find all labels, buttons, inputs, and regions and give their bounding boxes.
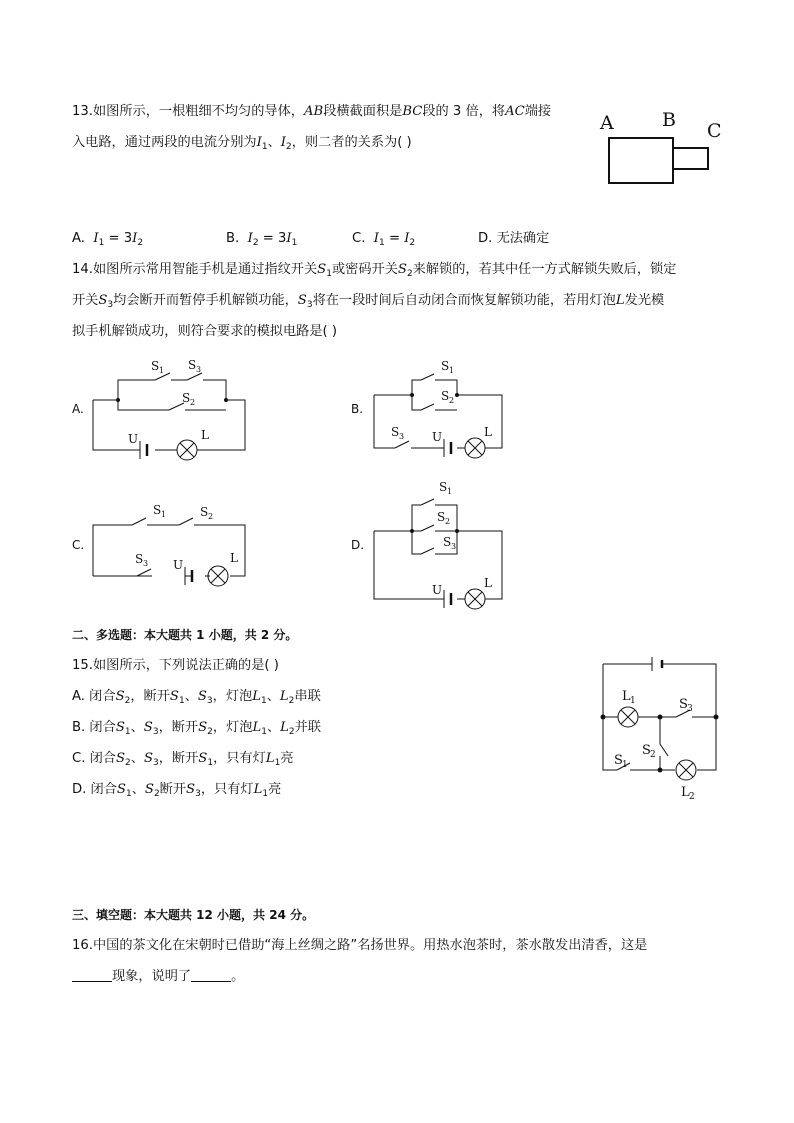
q14-circuit-c[interactable] [85,498,255,588]
svg-text:2: 2 [449,396,455,405]
q14-option-c-label[interactable]: C. [72,538,85,552]
svg-text:S: S [437,510,446,524]
svg-text:2: 2 [208,512,214,521]
svg-text:S: S [642,743,651,758]
q15-circuit-figure [590,652,730,802]
label-a: A [600,112,614,134]
svg-text:S: S [441,359,450,373]
section-multiple-choice-title: 二、多选题：本大题共 1 小题，共 2 分。 [72,628,298,642]
svg-text:2: 2 [190,398,196,407]
q13-option-c[interactable]: C. $I_1 = I_2$ [352,231,416,248]
q15-option-d[interactable]: D. 闭合$S_1$、$S_2$断开$S_3$，只有灯$L_1$亮 [72,782,282,799]
svg-text:1: 1 [159,366,165,375]
svg-text:S: S [135,552,144,566]
q14-circuit-b[interactable] [362,350,512,465]
q14-option-d-label[interactable]: D. [351,538,365,552]
q13-option-b[interactable]: B. $I_2 = 3I_1$ [226,231,298,248]
q15-option-a[interactable]: A. 闭合$S_2$，断开$S_1$、$S_3$，灯泡$L_1$、$L_2$串联 [72,689,321,706]
label-c: C [707,120,722,142]
q16-stem-line2: 现象，说明了 。 [72,968,244,986]
q16-stem-line1: 16.中国的茶文化在宋朝时已借助“海上丝绸之路”名扬世界。用热水泡茶时，茶水散发出清香，这是 [72,938,648,953]
svg-text:3: 3 [687,704,693,714]
label-b: B [662,109,676,131]
svg-text:S: S [441,389,450,403]
section-fill-in-title: 三、填空题：本大题共 12 小题，共 24 分。 [72,908,315,922]
segment-bc [673,148,708,169]
q14-option-b-label[interactable]: B. [351,402,364,416]
svg-text:3: 3 [399,432,405,441]
q13-stem-line1: 13.如图所示，一根粗细不均匀的导体，AB段横截面积是BC段的 3 倍，将AC端接 [72,104,552,119]
q13-option-d[interactable]: D. 无法确定 [478,231,550,246]
q14-option-a-label[interactable]: A. [72,402,84,416]
svg-text:U: U [128,432,139,446]
svg-text:S: S [439,480,448,494]
q13-conductor-figure [596,104,726,190]
svg-text:U: U [432,430,443,444]
q16-blank-1[interactable] [72,969,112,982]
q15-option-b[interactable]: B. 闭合$S_1$、$S_3$，断开$S_2$，灯泡$L_1$、$L_2$并联 [72,720,322,737]
svg-text:1: 1 [622,760,628,770]
q14-stem-line3: 拟手机解锁成功，则符合要求的模拟电路是( ) [72,324,338,339]
q14-stem-line2: 开关$S_3$均会断开而暂停手机解锁功能，$S_3$将在一段时间后自动闭合而恢复解锁功能，若用灯泡L发光模 [72,293,665,310]
svg-text:S: S [391,425,400,439]
q13-option-a[interactable]: A. $I_1 = 3I_2$ [72,231,144,248]
svg-text:L: L [484,425,492,439]
svg-text:U: U [173,558,184,572]
q14-stem-line1: 14.如图所示常用智能手机是通过指纹开关$S_1$或密码开关$S_2$来解锁的，若其中任一方式解锁失败后，锁定 [72,262,677,279]
q14-circuit-d[interactable] [362,475,512,610]
svg-text:1: 1 [161,510,167,519]
svg-text:1: 1 [449,366,455,375]
q15-stem: 15.如图所示，下列说法正确的是( ) [72,658,279,673]
svg-text:S: S [151,359,160,373]
q13-stem-line2: 入电路，通过两段的电流分别为$I_1$、$I_2$，则二者的关系为( ) [72,135,412,152]
svg-text:L: L [201,428,209,442]
svg-text:S: S [188,358,197,372]
svg-text:S: S [679,697,688,712]
svg-text:2: 2 [445,517,451,526]
q16-blank-2[interactable] [191,969,231,982]
q14-circuit-a[interactable] [85,350,255,465]
svg-text:S: S [200,505,209,519]
svg-text:3: 3 [143,559,149,568]
svg-text:L: L [484,576,492,590]
svg-text:S: S [614,753,623,768]
svg-text:2: 2 [650,750,656,760]
svg-text:L: L [622,689,631,704]
segment-ab [609,138,673,183]
svg-text:2: 2 [689,792,695,802]
svg-text:S: S [153,503,162,517]
svg-text:U: U [432,583,443,597]
svg-text:S: S [443,535,452,549]
svg-text:1: 1 [630,696,636,706]
svg-text:S: S [182,391,191,405]
svg-text:L: L [681,785,690,800]
q15-option-c[interactable]: C. 闭合$S_2$、$S_3$，断开$S_1$，只有灯$L_1$亮 [72,751,294,768]
svg-text:L: L [230,551,238,565]
svg-text:3: 3 [451,542,457,551]
svg-text:1: 1 [447,487,453,496]
svg-text:3: 3 [196,365,202,374]
